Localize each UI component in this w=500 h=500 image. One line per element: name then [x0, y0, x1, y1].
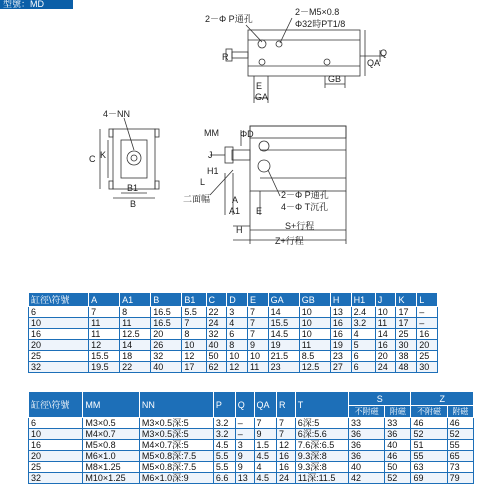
label-qa: QA	[367, 58, 381, 68]
table2-cell: 73	[447, 462, 473, 473]
table1-header-14: L	[417, 293, 438, 307]
table1-cell: 16	[375, 340, 396, 351]
table2-cell: 42	[349, 473, 385, 484]
table2-header-6: R	[276, 392, 295, 418]
table1-cell: 12	[227, 362, 248, 373]
table1-cell: 14	[268, 307, 299, 318]
table1-cell: 40	[206, 340, 227, 351]
table1-cell: 19	[330, 340, 351, 351]
table2-cell: 36	[349, 451, 385, 462]
table2-cell: 13	[235, 473, 254, 484]
table2-cell: 7	[276, 418, 295, 429]
table2-cell: 52	[411, 429, 447, 440]
table2-cell: 16	[276, 462, 295, 473]
table2-cell: 16	[276, 451, 295, 462]
table1-cell: 10	[299, 329, 330, 340]
table2-subheader-1: 附磁	[385, 406, 411, 418]
table2-cell: M10×1.25	[83, 473, 140, 484]
table1-cell: 12.5	[299, 362, 330, 373]
table2-cell: 52	[447, 429, 473, 440]
table2-header-2: NN	[139, 392, 213, 418]
label-side-p: 2－Φ P通孔	[281, 190, 329, 200]
table1-header-1: A	[89, 293, 120, 307]
table1-cell: 15.5	[268, 318, 299, 329]
table2-cell: 9	[235, 451, 254, 462]
table1-cell: 26	[151, 340, 182, 351]
table2-cell: 7	[276, 429, 295, 440]
table1-cell: 11	[89, 318, 120, 329]
table2-cell: 10	[29, 429, 83, 440]
table1-cell: 10	[227, 351, 248, 362]
table1-cell: 10	[299, 318, 330, 329]
model-label: 型號：MD	[0, 0, 73, 9]
table1-header-6: D	[227, 293, 248, 307]
table1-cell: 40	[151, 362, 182, 373]
table2-cell: M4×0.7	[83, 429, 140, 440]
table1-row	[29, 351, 438, 362]
table1-cell: 12	[182, 351, 206, 362]
top-hole-1	[258, 40, 266, 48]
table1-cell: 15.5	[89, 351, 120, 362]
table2-cell: –	[235, 429, 254, 440]
table1-cell: 24	[375, 362, 396, 373]
table2-cell: 79	[447, 473, 473, 484]
table2-row	[29, 462, 474, 473]
label-mm: MM	[204, 128, 219, 138]
table2-cell: 55	[447, 440, 473, 451]
label-s-stroke: S+行程	[285, 221, 315, 231]
label-h1: H1	[207, 166, 219, 176]
table1-cell: 8	[120, 307, 151, 318]
table1-cell: 23	[330, 351, 351, 362]
table2-cell: 9	[254, 429, 276, 440]
table2-cell: M4×0.7深:5	[139, 440, 213, 451]
table2-subheader-2: 不附磁	[411, 406, 447, 418]
table1-cell: 12.5	[120, 329, 151, 340]
label-top-m5: 2－M5×0.8	[295, 7, 340, 17]
label-r: R	[222, 52, 229, 62]
table1-cell: 10	[247, 351, 268, 362]
table2-cell: 40	[349, 462, 385, 473]
table1-row	[29, 362, 438, 373]
table2-row	[29, 440, 474, 451]
label-a1: A1	[229, 206, 241, 216]
table2-cell: 6	[29, 418, 83, 429]
table1-cell: 16	[330, 318, 351, 329]
table2-row	[29, 429, 474, 440]
table1-cell: 10	[29, 318, 89, 329]
table1-cell: 11	[120, 318, 151, 329]
table2-cell: 4.5	[254, 451, 276, 462]
table2-cell: 7	[254, 418, 276, 429]
table1-cell: 16	[29, 329, 89, 340]
table2-cell: 16	[29, 440, 83, 451]
table2-cell: 4.5	[213, 440, 235, 451]
label-k: K	[100, 150, 107, 160]
table1-cell: 5.5	[182, 307, 206, 318]
label-nn: 4－NN	[103, 109, 131, 119]
table1-cell: 20	[29, 340, 89, 351]
table1-cell: 2.4	[351, 307, 375, 318]
table2-cell: 32	[29, 473, 83, 484]
table2-header-8: S	[349, 392, 411, 406]
table1-cell: –	[417, 318, 438, 329]
table1-header-5: C	[206, 293, 227, 307]
table2-cell: 6深:5.6	[295, 429, 348, 440]
table1-cell: 20	[417, 340, 438, 351]
table1-cell: 6	[227, 329, 248, 340]
table1-row	[29, 329, 438, 340]
table1-cell: 24	[206, 318, 227, 329]
table2-cell: 33	[385, 418, 411, 429]
table1-cell: 30	[417, 362, 438, 373]
table1-cell: 62	[206, 362, 227, 373]
table2-header-7: T	[295, 392, 348, 418]
table1-header-9: GB	[299, 293, 330, 307]
table2-cell: M5×0.8	[83, 440, 140, 451]
table2-cell: 33	[349, 418, 385, 429]
table1-cell: 16	[330, 329, 351, 340]
table1-cell: 17	[182, 362, 206, 373]
table1-cell: 8.5	[299, 351, 330, 362]
table1-cell: 7	[182, 318, 206, 329]
label-h: H	[236, 225, 243, 235]
table2-subheader-0: 不附磁	[349, 406, 385, 418]
label-a: A	[232, 195, 239, 205]
table1-cell: 38	[396, 351, 417, 362]
table2-cell: 5.5	[213, 462, 235, 473]
label-c: C	[89, 154, 96, 164]
table2-cell: 3.2	[213, 429, 235, 440]
table1-cell: 3.2	[351, 318, 375, 329]
table2-cell: 46	[447, 418, 473, 429]
table1-cell: 23	[268, 362, 299, 373]
top-view-body	[248, 30, 360, 76]
table1-cell: 11	[375, 318, 396, 329]
table1-cell: 17	[396, 318, 417, 329]
table1-cell: 10	[182, 340, 206, 351]
table1-cell: 6	[351, 362, 375, 373]
table1-cell: –	[417, 307, 438, 318]
table1-cell: 10	[375, 307, 396, 318]
table1-header-3: B	[151, 293, 182, 307]
table1-header-10: H	[330, 293, 351, 307]
dimension-table-1	[28, 292, 438, 373]
table1-cell: 17	[396, 307, 417, 318]
table1-cell: 13	[330, 307, 351, 318]
table2-header-0: 缸徑\符號	[29, 392, 83, 418]
table2-cell: 12	[276, 440, 295, 451]
table1-row	[29, 340, 438, 351]
table2-cell: 50	[385, 462, 411, 473]
table1-header-11: H1	[351, 293, 375, 307]
table2-cell: 40	[385, 440, 411, 451]
label-ga: GA	[255, 92, 269, 102]
table1-cell: 50	[206, 351, 227, 362]
table1-cell: 14	[120, 340, 151, 351]
table2-cell: 36	[349, 440, 385, 451]
table1-cell: 20	[151, 329, 182, 340]
label-j: J	[208, 150, 213, 160]
table2-cell: M8×1.25	[83, 462, 140, 473]
table1-cell: 7	[89, 307, 120, 318]
label-e-side: E	[256, 206, 263, 216]
table1-header-8: GA	[268, 293, 299, 307]
table2-cell: 7.6深:6.5	[295, 440, 348, 451]
table1-cell: 9	[247, 340, 268, 351]
table1-cell: 8	[227, 340, 248, 351]
side-view-body	[250, 126, 346, 191]
table2-cell: 36	[385, 429, 411, 440]
table1-cell: 14.5	[268, 329, 299, 340]
label-b: B	[130, 199, 137, 209]
table2-row	[29, 451, 474, 462]
label-e-top: E	[256, 81, 263, 91]
table2-cell: 36	[349, 429, 385, 440]
table2-cell: 1.5	[254, 440, 276, 451]
table2-cell: 6深:5	[295, 418, 348, 429]
table2-header-1: MM	[83, 392, 140, 418]
table1-cell: 12	[89, 340, 120, 351]
table2-cell: 3.2	[213, 418, 235, 429]
table2-cell: M6×1.0	[83, 451, 140, 462]
table2-cell: 51	[411, 440, 447, 451]
table1-cell: 4	[351, 329, 375, 340]
table2-row	[29, 473, 474, 484]
table2-cell: 9	[235, 462, 254, 473]
table1-row	[29, 307, 438, 318]
table1-header-7: E	[247, 293, 268, 307]
table1-cell: 8	[182, 329, 206, 340]
end-view-body	[113, 129, 155, 189]
label-d: ΦD	[240, 129, 254, 139]
table1-cell: 48	[396, 362, 417, 373]
label-l: L	[200, 177, 206, 187]
dimension-table-2	[28, 391, 474, 484]
table1-header-2: A1	[120, 293, 151, 307]
table2-cell: M3×0.5深:5	[139, 429, 213, 440]
table2-cell: 5.5	[213, 451, 235, 462]
table2-row	[29, 418, 474, 429]
table1-cell: 25	[29, 351, 89, 362]
table2-header-9: Z	[411, 392, 474, 406]
top-hole-2	[324, 59, 330, 65]
table1-row	[29, 318, 438, 329]
table2-cell: 65	[447, 451, 473, 462]
table2-cell: 52	[385, 473, 411, 484]
label-q: Q	[380, 48, 388, 58]
table2-cell: –	[235, 418, 254, 429]
table2-cell: 20	[29, 451, 83, 462]
table1-header-12: J	[375, 293, 396, 307]
table1-cell: 25	[396, 329, 417, 340]
table1-cell: 32	[29, 362, 89, 373]
table2-cell: M5×0.8深:7.5	[139, 451, 213, 462]
table1-cell: 3	[227, 307, 248, 318]
table1-cell: 7	[247, 318, 268, 329]
table1-cell: 19.5	[89, 362, 120, 373]
table1-cell: 11	[89, 329, 120, 340]
table2-subheader-3: 附磁	[447, 406, 473, 418]
table2-header-5: QA	[254, 392, 276, 418]
table1-cell: 27	[330, 362, 351, 373]
table1-cell: 22	[120, 362, 151, 373]
table1-cell: 6	[351, 351, 375, 362]
table2-header-3: P	[213, 392, 235, 418]
table2-cell: 46	[411, 418, 447, 429]
table1-cell: 7	[247, 329, 268, 340]
table1-cell: 19	[268, 340, 299, 351]
table2-cell: M3×0.5深:5	[139, 418, 213, 429]
table1-cell: 6	[29, 307, 89, 318]
table2-cell: 25	[29, 462, 83, 473]
table2-cell: 9.3深:8	[295, 451, 348, 462]
table2-cell: 3	[235, 440, 254, 451]
table1-header-13: K	[396, 293, 417, 307]
table1-cell: 25	[417, 351, 438, 362]
table2-cell: 63	[411, 462, 447, 473]
table1-cell: 30	[396, 340, 417, 351]
table1-cell: 22	[206, 307, 227, 318]
table2-cell: 55	[411, 451, 447, 462]
table2-cell: 4.5	[254, 473, 276, 484]
table2-cell: M5×0.8深:7.5	[139, 462, 213, 473]
label-z-stroke: Z+行程	[275, 236, 304, 246]
table1-cell: 4	[227, 318, 248, 329]
table1-cell: 14	[375, 329, 396, 340]
table2-cell: 9.3深:8	[295, 462, 348, 473]
table1-cell: 11	[247, 362, 268, 373]
table2-cell: 11深:11.5	[295, 473, 348, 484]
table1-cell: 5	[351, 340, 375, 351]
table1-cell: 32	[151, 351, 182, 362]
label-two-face: 二面幅	[183, 194, 211, 204]
table1-cell: 7	[247, 307, 268, 318]
table1-cell: 16	[417, 329, 438, 340]
table1-cell: 21.5	[268, 351, 299, 362]
table2-header-4: Q	[235, 392, 254, 418]
table2-cell: 6.6	[213, 473, 235, 484]
table2-cell: M6×1.0深:9	[139, 473, 213, 484]
label-gb: GB	[328, 74, 342, 84]
label-top-pt: Φ32時PT1/8	[295, 19, 346, 29]
table1-cell: 20	[375, 351, 396, 362]
table1-cell: 16.5	[151, 307, 182, 318]
label-top-p: 2－Φ P通孔	[205, 14, 253, 24]
label-side-t: 4－Φ T沉孔	[281, 202, 329, 212]
table1-cell: 16.5	[151, 318, 182, 329]
table1-header-0: 缸徑\符號	[29, 293, 89, 307]
table2-cell: 46	[385, 451, 411, 462]
label-b1: B1	[127, 183, 139, 193]
table2-cell: 69	[411, 473, 447, 484]
table2-cell: 4	[254, 462, 276, 473]
table1-cell: 32	[206, 329, 227, 340]
table1-cell: 11	[299, 340, 330, 351]
table1-cell: 10	[299, 307, 330, 318]
table1-cell: 18	[120, 351, 151, 362]
end-view-bore	[127, 151, 141, 165]
table2-cell: M3×0.5	[83, 418, 140, 429]
table2-cell: 24	[276, 473, 295, 484]
table1-header-4: B1	[182, 293, 206, 307]
